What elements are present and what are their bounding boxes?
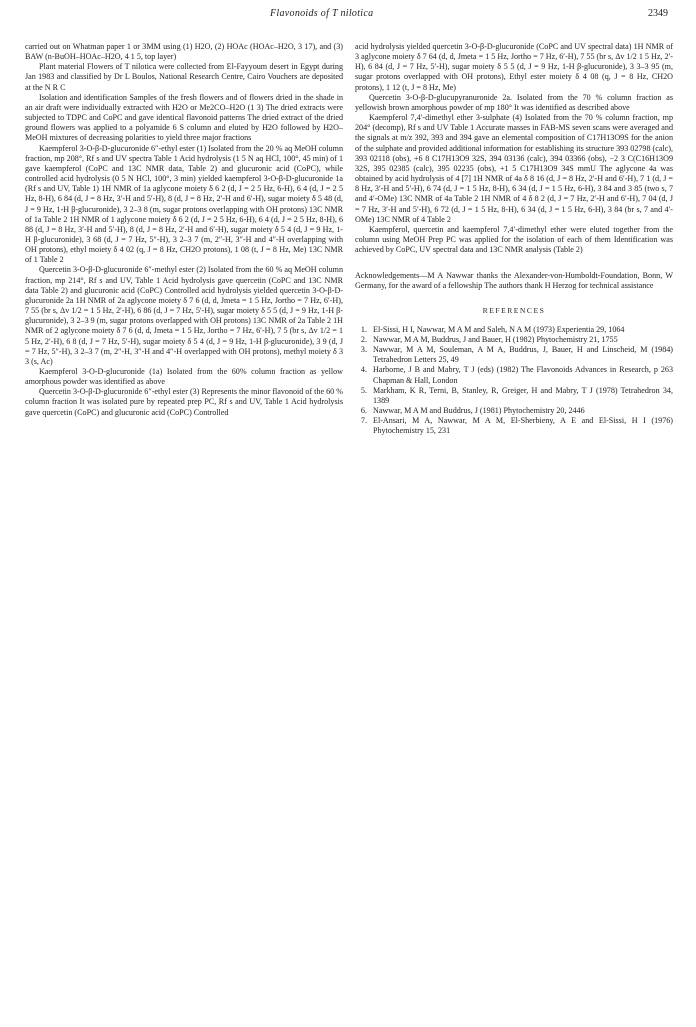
paragraph: Kaempferol 3-O-D-glucuronide (1a) Isolated from the 60% column fraction as yellow amorphous powder was identified as above xyxy=(25,367,343,387)
paragraph: Quercetin 3-O-β-D-glucupyranuronide 2a. Isolated from the 70 % column fraction as yellowish brown amorphous powder of mp 180° It was identified as described above xyxy=(355,92,673,112)
reference-item: 1. El-Sissi, H I, Nawwar, M A M and Saleh, N A M (1973) Experientia 29, 1064 xyxy=(369,325,673,335)
acknowledgements: Acknowledgements—M A Nawwar thanks the Alexander-von-Humboldt-Foundation, Bonn, W Germany, for the award of a fellowship The authors thank H Herzog for technical assistance xyxy=(355,271,673,291)
reference-item: 2. Nawwar, M A M, Buddrus, J and Bauer, H (1982) Phytochemistry 21, 1755 xyxy=(369,335,673,345)
reference-item: 4. Harborne, J B and Mabry, T J (eds) (1982) The Flavonoids Advances in Research, p 263 Chapman & Hall, London xyxy=(369,365,673,385)
paragraph: Isolation and identification Samples of the fresh flowers and of flowers dried in the shade in an air draft were individually extracted with H2O or Me2CO–H2O (1 3) The dried extracts were subjected to TDPC and CoPC and gave identical flavonoid patterns The dried extract of the dried ground flowers was applied to a polyamide 6 S column and eluted by H2O followed by H2O–MeOH mixtures of decreasing polarities to yield three major fractions xyxy=(25,92,343,143)
page-number: 2349 xyxy=(648,8,668,19)
paragraph: Kaempferol 3-O-β-D-glucuronide 6″-ethyl ester (1) Isolated from the 20 % aq MeOH column fraction, mp 208°, Rf s and UV spectra Table 1 Acid hydrolysis (1 5 N aq HCl, 100°, 45 min) of 1 gave kaempferol (CoPC and 13C NMR data, Table 2) and glucuronic acid (CoPC), while controlled acid hydrolysis (0 5 N HCl, 100°, 3 min) yielded kaempferol 3-O-β-D-glucuronide 1a (Rf s and UV, Table 1) 1H NMR of 1a aglycone moiety δ 6 2 (d, J = 2 5 Hz, 6-H), 6 4 (d, J = 2 5 Hz, 8-H), 6 84 (d, J = 8 Hz, 3′-H and 5′-H), 8 (d, J = 8 Hz, 2′-H and 6′-H), sugar moiety δ 5 48 (d, J = 9 Hz, 1-H β-glucuronide), 3 2–3 8 (m, sugar protons overlapping with OH protons) 13C NMR of 1a Table 2 1H NMR of 1 aglycone moiety δ 6 2 (d, J = 2 5 Hz, 6-H), 6 4 (d, J = 2 5 Hz, 8-H), 6 88 (d, J = 8 Hz, 3′-H and 5′-H), 8 (d, J = 8 Hz, 2′-H and 6′-H), sugar moiety δ 5 4 (d, J = 9 Hz, 1-H β-glucuronide), 3 68 (d, J = 7 Hz, 5″-H), 3 2–3 7 (m, 2″-H, 3″-H and 4″-H overlapping with OH protons), ethyl moiety δ 4 02 (q, J = 8 Hz, CH2O protons), 1 08 (t, J = 8 Hz, Me) 13C NMR of 1 Table 2 xyxy=(25,143,343,265)
references-list xyxy=(355,325,673,437)
references-heading: REFERENCES xyxy=(482,305,546,315)
right-column xyxy=(355,42,673,436)
running-title: Flavonoids of T nilotica xyxy=(270,8,374,19)
paragraph: Plant material Flowers of T niloticа were collected from El-Fayyoum desert in Egypt during Jan 1983 and classified by Dr L Boulos, National Research Centre, Cairo Vouchers are deposited at the N R C xyxy=(25,62,343,92)
paragraph: acid hydrolysis yielded quercetin 3-O-β-D-glucuronide (CoPC and UV spectral data) 1H NMR of 3 aglycone moiety δ 7 64 (d, d, Jmeta = 1 5 Hz, Jortho = 7 Hz, 6′-H), 7 55 (br s, Δv 1/2 1 5 Hz, 2′-H), 6 84 (d, J = 7 Hz, 5′-H), sugar moiety δ 5 5 (d, J = 9 Hz, 1-H β-glucuronide), 3 3–3 95 (m, sugar protons overlapped with OH protons), Ethyl ester moiety δ 4 08 (q, J = 8 Hz, CH2O protons), 1 12 (t, J = 8 Hz, Me) xyxy=(355,42,673,92)
reference-item: 3. Nawwar, M A M, Souleman, A M A, Buddrus, J, Bauer, H and Linscheid, M (1984) Tetrahedron Letters 25, 49 xyxy=(369,345,673,365)
paragraph: Quercetin 3-O-β-D-glucuronide 6″-methyl ester (2) Isolated from the 60 % aq MeOH column fraction, mp 214°, Rf s and UV, Table 1 Acid hydrolysis gave quercetin (CoPC and 13C NMR data Table 2) and glucuronic acid (CoPC) Controlled acid hydrolysis yielded quercetin 3-O-β-D-glucuronide 2a 1H NMR of 2a aglycone moiety δ 7 6 (d, d, Jmeta = 1 5 Hz, Jortho = 7 Hz, 6′-H), 7 55 (br s, Δv 1/2 = 1 5 Hz, 2′-H), 6 86 (d, J = 7 Hz, 5′-H), sugar moiety δ 5 5 (d, J = 9 Hz, 1-H β-glucuronide), 3 2–3 9 (m, sugar protons overlapped with OH protons) 13C NMR of 2a Table 2 1H NMR of 2 aglycone moiety δ 7 6 (d, d, Jmeta = 1 5 Hz, Jortho = 7 Hz, 6′-H), 7 5 (br s, Δv 1/2 = 1 5 Hz, 2′-H), 6 8 (d, J = 7 Hz, 5′-H), sugar moiety δ 5 4 (d, J = 9 Hz, 1-H β-glucuronide), 3 9 (d, J = 7 Hz, 5″-H), 3 2–3 7 (m, 2″-H, 3″-H and 4″-H overlapped with OH protons), methyl moiety δ 3 3 (s, Ac) xyxy=(25,265,343,366)
reference-item: 6. Nawwar, M A M and Buddrus, J (1981) Phytochemistry 20, 2446 xyxy=(369,406,673,416)
paragraph: carried out on Whatman paper 1 or 3MM using (1) H2O, (2) HOAc (HOAc–H2O, 3 17), and (3) BAW (n-BuOH–HOAc–H2O, 4 1 5, top layer) xyxy=(25,42,343,62)
reference-item: 7. El-Ansari, M A, Nawwar, M A M, El-Sherbieny, A E and El-Sissi, H I (1976) Phytochemistry 15, 231 xyxy=(369,416,673,436)
paragraph: Kaempferol, quercetin and kaempferol 7,4′-dimethyl ether were eluted together from the column using MeOH Prep PC was applied for the isolation of each of them Identification was achieved by CoPC, UV spectral data and 13C NMR analysis (Table 2) xyxy=(355,224,673,255)
left-column xyxy=(25,42,343,418)
paragraph: Quercetin 3-O-β-D-glucuronide 6″-ethyl ester (3) Represents the minor flavonoid of the 60 % column fraction It was isolated pure by repeated prep PC, Rf s and UV, Table 1 Acid hydrolysis gave quercetin (CoPC) and glucuronic acid (CoPC) Controlled xyxy=(25,387,343,417)
paragraph: Kaempferol 7,4′-dimethyl ether 3-sulphate (4) Isolated from the 70 % column fraction, mp 204° (decomp), Rf s and UV Table 1 Accurate masses in FAB-MS seven scans were averaged and the signals at m/z 392, 393 and 394 gave an elemental composition of C17H13O9S for the anion of the sulphate and provided additional information for establishing its structure 393 02798 (calc), 393 02118 (obs), +6 8 C17H13O9 32S, 394 03136 (calc), 394 03366 (obs), −2 3 C(C16H13O9 32S, 395 02385 (calc), 395 02235 (obs), +1 5 C17H13O9 34S mmU The aglycone 4a was obtained by acid hydrolysis of 4 [7] 1H NMR of 4a δ 8 16 (d, J = 8 Hz, 2′-H and 6′-H), 7 1 (d, J = 8 Hz, 3′-H and 5′-H), 6 74 (d, J = 1 5 Hz, 8-H), 6 34 (d, J = 1 5 Hz, 6-H), 3 84 and 3 85 (two s, 7 and 4′-OMe) 13C NMR of 4a Table 2 1H NMR of 4 δ 8 2 (d, J = 7 Hz, 2′-H and 6′-H), 7 04 (d, J = 7 Hz, 3′-H and 5′-H), 6 72 (d, J = 1 5 Hz, 8-H), 6 34 (d, J = 1 5 Hz, 6-H), 3 84 (br s, 7 and 4′-OMe) 13C NMR of 4 Table 2 xyxy=(355,113,673,224)
reference-item: 5. Markham, K R, Terni, B, Stanley, R, Greiger, H and Mabry, T J (1978) Tetrahedron 34, 1389 xyxy=(369,386,673,406)
running-head xyxy=(0,8,696,24)
